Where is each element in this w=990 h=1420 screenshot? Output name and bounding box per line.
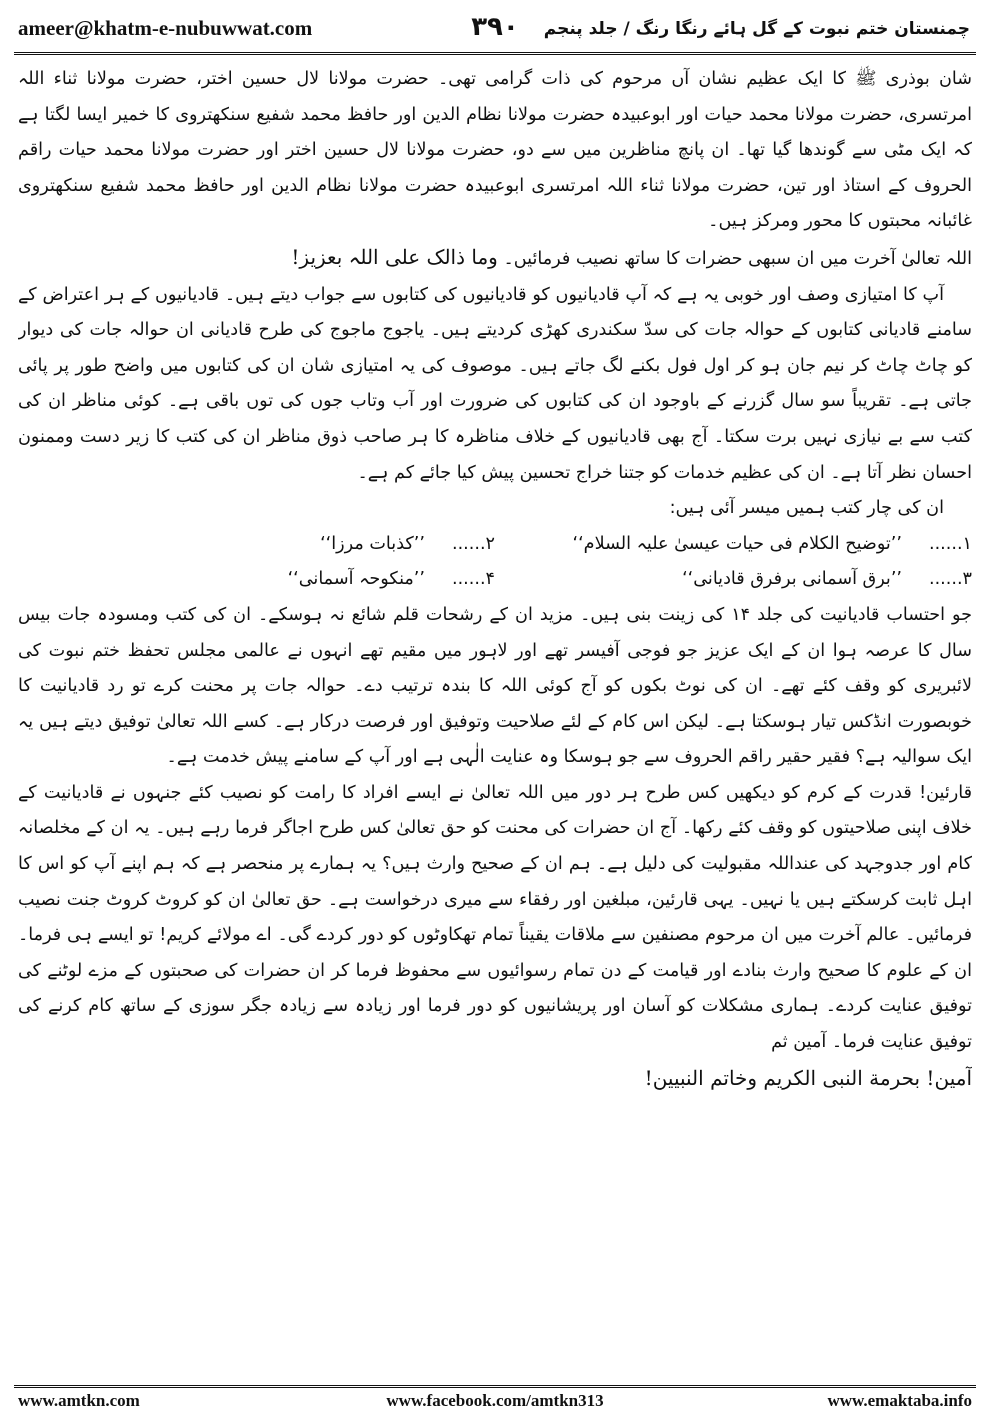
footer-divider xyxy=(14,1385,976,1388)
book-row-1 xyxy=(18,527,972,563)
book-item-2 xyxy=(18,527,495,563)
book-number: ۴...... xyxy=(451,569,495,590)
book-title-text: ’’منکوحہ آسمانی‘‘ xyxy=(287,569,425,590)
paragraph-2-text: اللہ تعالیٰ آخرت میں ان سبھی حضرات کا ساتھ نصیب فرمائیں۔ xyxy=(503,248,972,269)
book-row-2 xyxy=(18,562,972,598)
book-title-text: ’’برق آسمانی برفرق قادیانی‘‘ xyxy=(682,569,902,590)
book-number: ۱...... xyxy=(928,533,972,554)
paragraph-2 xyxy=(18,240,972,278)
paragraph-4: جو احتساب قادیانیت کی جلد ۱۴ کی زینت بنی ہیں۔ مزید ان کے رشحات قلم شائع نہ ہوسکے۔ ان کی کتب ومسودہ جات بیس سال کا عرصہ ہوا ان کے ایک عزیز جو فوجی آفیسر تھے اور لاہور میں مقیم تھے انہوں نے عالمی مجلس تحفظ ختم نبوت کی لائبریری کو وقف کئے تھے۔ ان کی نوٹ بکوں کو آج کوئی اللہ کا بندہ ترتیب دے۔ حوالہ جات پر محنت کرے تو رد قادیانیت کا خوبصورت انڈکس تیار ہوسکتا ہے۔ لیکن اس کام کے لئے صلاحیت وتوفیق اور فرصت درکار ہے۔ کسے اللہ تعالیٰ توفیق دیتے ہیں یہ ایک سوالیہ ہے؟ فقیر حقیر راقم الحروف سے جو ہوسکا وہ عنایت الٰہی ہے اور آپ کے سامنے پیش خدمت ہے۔ xyxy=(18,604,972,768)
page-number: ۳۹۰ xyxy=(471,12,519,42)
paragraph-5: قارئین! قدرت کے کرم کو دیکھیں کس طرح ہر دور میں اللہ تعالیٰ نے ایسے افراد کا رامت کو نصیب کئے جنہوں نے قادیانیت کے خلاف اپنی صلاحیتوں کو وقف کئے رکھا۔ آج ان حضرات کی محنت کو حق تعالیٰ کس طرح اجاگر فرما رہے ہیں۔ یہ ان کے مخلصانہ کام اور جدوجہد کی عنداللہ مقبولیت کی دلیل ہے۔ ہم ان کے صحیح وارث ہیں؟ یہ ہمارے پر منحصر ہے کہ ہم اپنے آپ کو اس کا اہل ثابت کرسکتے ہیں یا نہیں۔ یہی قارئین، مبلغین اور رفقاء سے میری درخواست ہے۔ حق تعالیٰ ان کو کروٹ کروٹ جنت نصیب فرمائیں۔ عالم آخرت میں ان مرحوم مصنفین سے ملاقات یقیناً تمام تھکاوٹوں کو دور کردے گی۔ اے مولائے کریم! تو ایسے ہی فرما۔ ان کے علوم کا صحیح وارث بنادے اور قیامت کے دن تمام رسوائیوں سے محفوظ فرما کر ان حضرات کی صحبتوں کے مزے لوٹنے کی توفیق عنایت کردے۔ ہماری مشکلات کو آسان اور پریشانیوں کو دور فرما اور زیادہ سے زیادہ جگر سوزی کے ساتھ کام کرنے کی توفیق عنایت فرما۔ آمین ثم xyxy=(18,782,972,1053)
book-list xyxy=(18,527,972,598)
header-email: ameer@khatm-e-nubuwwat.com xyxy=(18,16,313,40)
arabic-phrase: وما ذالک علی اللہ بعزیز! xyxy=(291,244,498,269)
book-title-text: ’’کذبات مرزا‘‘ xyxy=(320,533,425,554)
page-body xyxy=(18,62,972,1380)
header-divider xyxy=(14,52,976,55)
closing-dua: آمین! بحرمة النبی الکریم وخاتم النبیین! xyxy=(644,1065,972,1090)
book-item-1 xyxy=(495,527,972,563)
footer-facebook-link[interactable]: www.facebook.com/amtkn313 xyxy=(386,1391,604,1410)
books-intro: ان کی چار کتب ہمیں میسر آئی ہیں: xyxy=(669,498,944,519)
book-title-text: ’’توضیح الکلام فی حیات عیسیٰ علیہ السلام‘‘ xyxy=(572,533,902,554)
paragraph-1: شان بوذری ﷺ کا ایک عظیم نشان آں مرحوم کی ذات گرامی تھی۔ حضرت مولانا لال حسین اختر، حضرت مولانا ثناء اللہ امرتسری، حضرت مولانا محمد حیات اور ابوعبیدہ حضرت مولانا نظام الدین اور حافظ محمد شفیع سنکھتروی کا خمیر ایسا لگتا ہے کہ ایک مٹی سے گوندھا گیا تھا۔ ان پانچ مناظرین میں سے دو، حضرت مولانا لال حسین اختر اور حضرت مولانا محمد حیات راقم الحروف کے استاذ اور تین، حضرت مولانا ثناء اللہ امرتسری ابوعبیدہ حضرت مولانا نظام الدین اور حافظ محمد شفیع سنکھتروی غائبانہ محبتوں کا محور ومرکز ہیں۔ xyxy=(18,69,972,232)
page-footer xyxy=(14,1391,976,1415)
book-number: ۲...... xyxy=(451,533,495,554)
page-header xyxy=(14,12,976,46)
book-number: ۳...... xyxy=(928,569,972,590)
footer-website-link[interactable]: www.amtkn.com xyxy=(18,1391,140,1410)
book-item-4 xyxy=(18,562,495,598)
paragraph-3: آپ کا امتیازی وصف اور خوبی یہ ہے کہ آپ قادیانیوں کو قادیانیوں کی کتابوں سے جواب دیتے ہیں۔ قادیانیوں کے ہر اعتراض کے سامنے قادیانی کتابوں کے حوالہ جات کی سدّ سکندری کھڑی کردیتے ہیں۔ یاجوج ماجوج کی طرح قادیانی ان حوالہ جات کی دیوار کو چاٹ چاٹ کر نیم جان ہو کر اول فول بکنے لگ جاتے ہیں۔ موصوف کی یہ امتیازی شان ان کی کتابوں میں واضح طور پر پائی جاتی ہے۔ تقریباً سو سال گزرنے کے باوجود ان کی کتابوں کی ضرورت اور آب وتاب جوں کی توں باقی ہے۔ کوئی مناظر ان کی کتب سے بے نیازی نہیں برت سکتا۔ آج بھی قادیانیوں کے خلاف مناظرہ کا ہر صاحب ذوق مناظر ان کی کتب کا زیر دست وممنون احسان نظر آتا ہے۔ ان کی عظیم خدمات کو جتنا خراج تحسین پیش کیا جائے کم ہے۔ xyxy=(18,284,972,483)
book-item-3 xyxy=(495,562,972,598)
book-title: چمنستان ختم نبوت کے گل ہائے رنگا رنگ / جلد پنجم xyxy=(543,19,970,39)
footer-maktaba-link[interactable]: www.emaktaba.info xyxy=(827,1391,972,1410)
